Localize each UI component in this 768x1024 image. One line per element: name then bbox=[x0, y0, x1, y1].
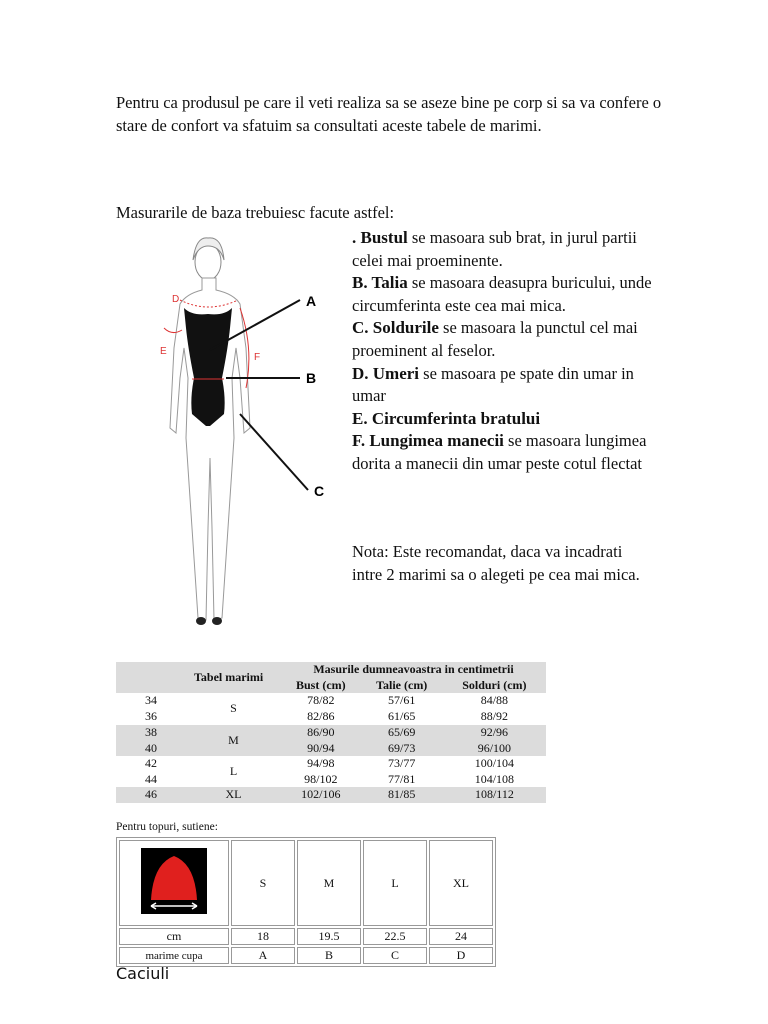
label-d: D bbox=[172, 294, 180, 305]
table-row: 40 90/94 69/73 96/100 bbox=[116, 741, 546, 757]
pointer-c bbox=[240, 414, 308, 490]
figure-left-shoe bbox=[196, 617, 206, 625]
definition-solduri: C. Soldurile se masoara la punctul cel mai proeminent al feselor. bbox=[352, 318, 638, 360]
figure-right-shoe bbox=[212, 617, 222, 625]
table-row: 46 XL 102/106 81/85 108/112 bbox=[116, 787, 546, 803]
label-e: E bbox=[160, 346, 167, 357]
table-row: 38 M 86/90 65/69 92/96 bbox=[116, 725, 546, 741]
definition-brat: E. Circumferinta bratului bbox=[352, 408, 541, 428]
bra-cm-label: cm bbox=[119, 928, 229, 945]
cup-icon bbox=[141, 848, 207, 914]
size-table-group-header: Masurile dumneavoastra in centimetrii bbox=[313, 662, 514, 676]
definition-maneca: F. Lungimea manecii se masoara lungimea dorita a manecii din umar peste cotul flectat bbox=[352, 431, 647, 473]
size-table bbox=[116, 662, 546, 803]
table-row: 42 L 94/98 73/77 100/104 bbox=[145, 756, 515, 778]
definition-talia: B. Talia se masoara deasupra buricului, unde circumferinta este cea mai mica. bbox=[352, 273, 652, 315]
definition-bust: . Bustul se masoara sub brat, in jurul partii celei mai proeminente. bbox=[352, 228, 637, 270]
definition-umeri: D. Umeri se masoara pe spate din umar in umar bbox=[352, 363, 634, 406]
label-f: F bbox=[254, 352, 261, 363]
nota-paragraph: Nota: Este recomandat, daca va incadrati intre 2 marimi sa o alegeti pe cea mai mica. bbox=[352, 542, 640, 584]
label-c: C bbox=[314, 483, 325, 499]
table-row: 34 S 78/82 57/61 84/88 bbox=[145, 693, 509, 715]
table-row: 44 98/102 77/81 104/108 bbox=[145, 771, 515, 786]
topuri-label: Pentru topuri, sutiene: bbox=[116, 821, 218, 833]
measurement-definitions bbox=[352, 227, 662, 476]
col-talie: Talie (cm) bbox=[376, 677, 428, 692]
base-measurements-label: Masurarile de baza trebuiesc facute astfel: bbox=[116, 203, 395, 222]
size-table-title: Tabel marimi bbox=[194, 669, 264, 684]
cup-measure-image bbox=[119, 840, 229, 926]
col-solduri: Solduri (cm) bbox=[462, 677, 527, 692]
caciuli-heading: Caciuli bbox=[116, 964, 170, 983]
bra-cup-label: marime cupa bbox=[119, 947, 229, 964]
intro-paragraph: Pentru ca produsul pe care il veti realiza sa se aseze bine pe corp si sa va confere o stare de confort va sfatuim sa consultati aceste tabele de marimi. bbox=[116, 93, 662, 135]
bra-size-l: L bbox=[363, 840, 427, 926]
table-row: 36 82/86 61/65 88/92 bbox=[145, 708, 509, 723]
bra-size-s: S bbox=[231, 840, 295, 926]
col-bust: Bust (cm) bbox=[295, 677, 346, 692]
body-measurement-figure bbox=[150, 228, 340, 638]
bra-size-table: S M L XL cm 18 19.5 22.5 24 marime cupa A B C D bbox=[116, 837, 496, 967]
bra-size-m: M bbox=[297, 840, 361, 926]
label-a: A bbox=[306, 293, 317, 309]
bra-size-xl: XL bbox=[429, 840, 493, 926]
label-b: B bbox=[306, 370, 317, 386]
